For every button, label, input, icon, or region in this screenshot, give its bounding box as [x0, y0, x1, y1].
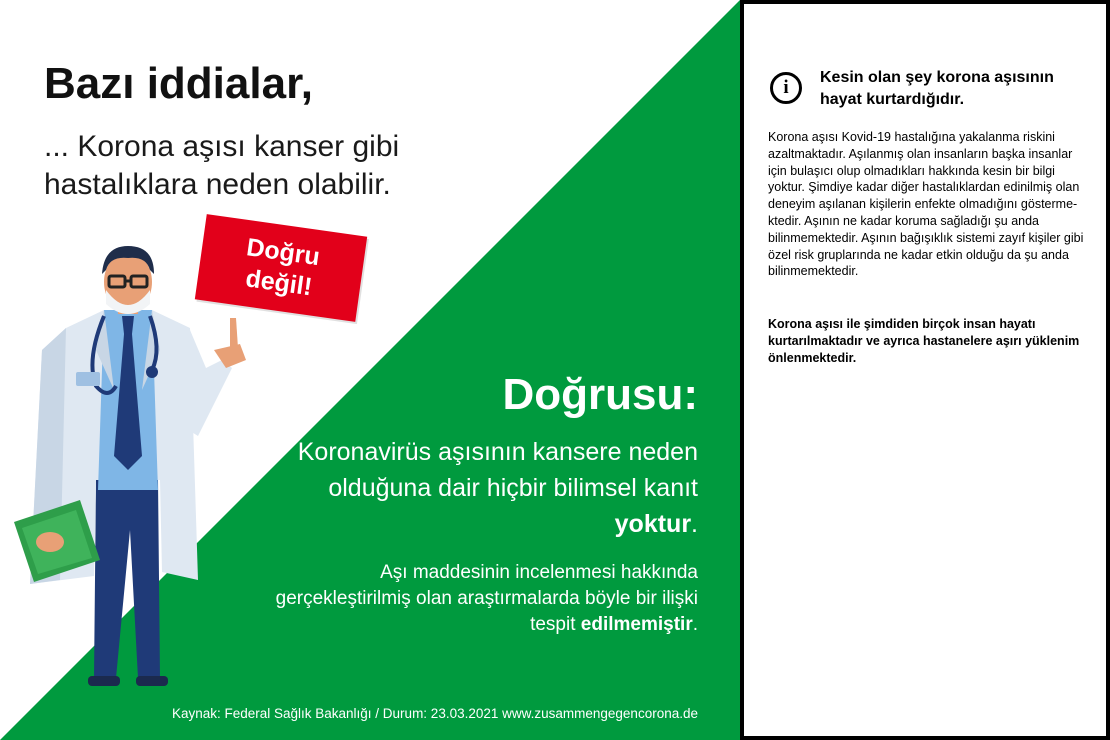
truth-detail — [258, 560, 698, 638]
truth-detail-end: . — [692, 614, 698, 635]
info-body: Korona aşısı Kovid-19 hastalığına yakalanma riskini azaltmaktadır. Aşılanmış olan insanların başka insanlar için bulaşıcı olup olmadıkları hakkında kesin bir bilgi yoktur. Şimdiye kadar diğer hastalıklardan edinilmiş olan deneyim aşılanan kişilerin enfekte olmadığını göstermektedir. Aşının ne kadar koruma sağladığı şu anda bilinmemektedir. Aşının bağışıklık sistemi zayıf kişiler gibi özel risk gruplarında ne kadar etkin olduğu da şu anda bilinmemektedir. — [768, 130, 1084, 279]
truth-fact — [278, 434, 698, 542]
info-bold-text: Korona aşısı ile şimdiden birçok insan hayatı kurtarılmaktadır ve ayrıca hastanelere aşırı yüklenim önlenmektedir. — [768, 317, 1080, 365]
truth-fact-text: Koronavirüs aşısının kansere neden olduğuna dair hiçbir bilimsel kanıt — [297, 438, 698, 502]
truth-fact-bold: yoktur — [614, 510, 692, 538]
sign-line-1: Doğru — [244, 233, 322, 272]
source-line: Kaynak: Federal Sağlık Bakanlığı / Durum: 23.03.2021 www.zusammengegencorona.de — [171, 706, 698, 721]
info-panel — [740, 0, 1110, 740]
truth-detail-bold: edilmemiştir — [580, 614, 693, 635]
truth-detail-text: Aşı maddesinin incelenmesi hakkında gerçekleştirilmiş olan araştırmalarda böyle bir ilişki tespit — [275, 562, 698, 635]
claim-text: ... Korona aşısı kanser gibi hastalıklara neden olabilir. — [44, 130, 400, 201]
truth-title: Doğrusu: — [502, 370, 698, 419]
info-title: Kesin olan şey korona aşısının hayat kurtardığıdır. — [820, 69, 1054, 108]
sign-line-2: değil! — [243, 264, 314, 302]
info-icon: i — [770, 72, 802, 104]
truth-fact-end: . — [691, 510, 698, 538]
headline: Bazı iddialar, — [44, 59, 313, 108]
